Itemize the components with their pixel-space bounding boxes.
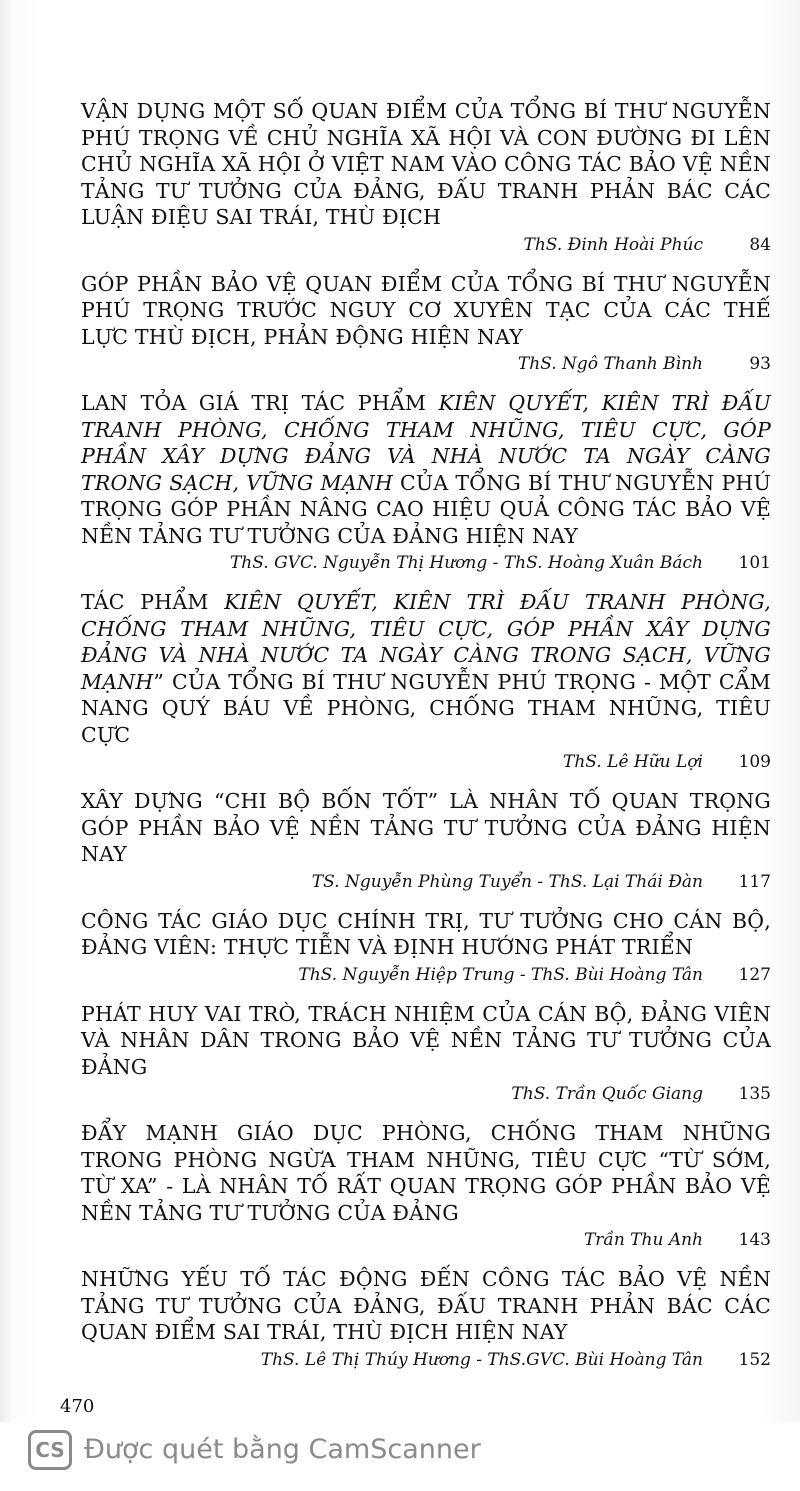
toc-entry-page: 135: [738, 1084, 771, 1104]
toc-entry: [81, 908, 771, 987]
toc-author-line: [81, 1348, 771, 1372]
toc-author-line: [81, 551, 771, 575]
toc-author-line: [81, 1082, 771, 1106]
toc-title-italic-part: KIÊN QUYẾT, KIÊN TRÌ ĐẤU TRANH PHÒNG, CHỐNG THAM NHŨNG, TIÊU CỰC, GÓP PHẦN XÂY DỰNG ĐẢNG VÀ NHÀ NƯỚC TA NGÀY CÀNG TRONG SẠCH, VỮNG MẠNH: [81, 391, 771, 495]
toc-entry-title: [81, 788, 771, 868]
toc-author-line: [81, 352, 771, 376]
toc-entry-author: Trần Thu Anh: [583, 1230, 703, 1250]
toc-title-part: GÓP PHẦN BẢO VỆ QUAN ĐIỂM CỦA TỔNG BÍ THƯ NGUYỄN PHÚ TRỌNG TRƯỚC NGUY CƠ XUYÊN TẠC CỦA CÁC THẾ LỰC THÙ ĐỊCH, PHẢN ĐỘNG HIỆN NAY: [81, 271, 771, 349]
toc-entry-author: ThS. Lê Thị Thúy Hương - ThS.GVC. Bùi Hoàng Tân: [260, 1349, 703, 1370]
toc-entry: [81, 98, 771, 257]
toc-entry: [81, 1001, 771, 1107]
toc-title-part: NHỮNG YẾU TỐ TÁC ĐỘNG ĐẾN CÔNG TÁC BẢO VỆ NỀN TẢNG TƯ TƯỞNG CỦA ĐẢNG, ĐẤU TRANH PHẢN BÁC CÁC QUAN ĐIỂM SAI TRÁI, THÙ ĐỊCH HIỆN NAY: [81, 1267, 771, 1344]
toc-title-part: XÂY DỰNG “CHI BỘ BỐN TỐT” LÀ NHÂN TỐ QUAN TRỌNG GÓP PHẦN BẢO VỆ NỀN TẢNG TƯ TƯỞNG CỦA ĐẢNG HIỆN NAY: [81, 789, 771, 866]
watermark-text: Được quét bằng CamScanner: [84, 1434, 481, 1465]
toc-entry-title: [81, 908, 771, 961]
toc-entry-title: [81, 390, 771, 549]
toc-entry-author: ThS. Ngô Thanh Bình: [517, 354, 703, 374]
toc-title-part: VẬN DỤNG MỘT SỐ QUAN ĐIỂM CỦA TỔNG BÍ THƯ NGUYỄN PHÚ TRỌNG VỀ CHỦ NGHĨA XÃ HỘI VÀ CON ĐƯỜNG ĐI LÊN CHỦ NGHĨA XÃ HỘI Ở VIỆT NAM VÀO CÔNG TÁC BẢO VỆ NỀN TẢNG TƯ TƯỞNG CỦA ĐẢNG, ĐẤU TRANH PHẢN BÁC CÁC LUẬN ĐIỆU SAI TRÁI, THÙ ĐỊCH: [81, 99, 772, 229]
toc-entry: [81, 589, 771, 774]
scanner-watermark: [0, 1422, 800, 1491]
page-number: 470: [60, 1396, 95, 1417]
table-of-contents: [81, 98, 771, 1386]
toc-author-line: [81, 963, 771, 987]
toc-entry: [81, 1120, 771, 1252]
toc-entry-title: [81, 589, 771, 748]
toc-entry-page: 109: [738, 752, 771, 772]
toc-title-part: ” CỦA TỔNG BÍ THƯ NGUYỄN PHÚ TRỌNG - MỘT CẨM NANG QUÝ BÁU VỀ PHÒNG, CHỐNG THAM NHŨNG, TIÊU CỰC: [81, 669, 771, 747]
toc-entry-author: ThS. GVC. Nguyễn Thị Hương - ThS. Hoàng Xuân Bách: [229, 553, 703, 573]
toc-entry: [81, 788, 771, 894]
toc-entry: [81, 271, 771, 377]
toc-entry: [81, 1266, 771, 1372]
toc-entry-author: ThS. Nguyễn Hiệp Trung - ThS. Bùi Hoàng Tân: [298, 964, 703, 985]
toc-entry-page: 127: [738, 964, 771, 985]
toc-entry-author: ThS. Trần Quốc Giang: [511, 1084, 703, 1104]
toc-entry-title: [81, 98, 771, 231]
toc-title-part: LAN TỎA GIÁ TRỊ TÁC PHẨM: [81, 391, 439, 415]
toc-entry-page: 84: [749, 234, 771, 255]
toc-entry-title: [81, 271, 771, 351]
toc-entry-author: TS. Nguyễn Phùng Tuyển - ThS. Lại Thái Đàn: [311, 871, 703, 892]
toc-author-line: [81, 750, 771, 774]
toc-entry-author: ThS. Đinh Hoài Phúc: [523, 234, 703, 255]
toc-entry: [81, 390, 771, 575]
toc-author-line: [81, 233, 771, 257]
toc-title-part: CỦA TỔNG BÍ THƯ NGUYỄN PHÚ TRỌNG GÓP PHẦN NÂNG CAO HIỆU QUẢ CÔNG TÁC BẢO VỆ NỀN TẢNG TƯ TƯỞNG CỦA ĐẢNG HIỆN NAY: [81, 470, 771, 548]
toc-entry-page: 101: [738, 553, 771, 573]
toc-entry-title: [81, 1001, 771, 1081]
toc-title-part: PHÁT HUY VAI TRÒ, TRÁCH NHIỆM CỦA CÁN BỘ, ĐẢNG VIÊN VÀ NHÂN DÂN TRONG BẢO VỆ NỀN TẢNG TƯ TƯỞNG CỦA ĐẢNG: [81, 1001, 771, 1079]
toc-title-part: CÔNG TÁC GIÁO DỤC CHÍNH TRỊ, TƯ TƯỞNG CHO CÁN BỘ, ĐẢNG VIÊN: THỰC TIỄN VÀ ĐỊNH HƯỚNG PHÁT TRIỂN: [81, 908, 771, 959]
camscanner-logo-icon: CS: [28, 1430, 72, 1470]
toc-entry-page: 93: [749, 354, 771, 374]
toc-entry-page: 117: [738, 871, 771, 892]
toc-entry-title: [81, 1120, 771, 1226]
toc-author-line: [81, 870, 771, 894]
toc-author-line: [81, 1228, 771, 1252]
toc-entry-title: [81, 1266, 771, 1346]
toc-title-part: ĐẨY MẠNH GIÁO DỤC PHÒNG, CHỐNG THAM NHŨNG TRONG PHÒNG NGỪA THAM NHŨNG, TIÊU CỰC “TỪ SỚM, TỪ XA” - LÀ NHÂN TỐ RẤT QUAN TRỌNG GÓP PHẦN BẢO VỆ NỀN TẢNG TƯ TƯỞNG CỦA ĐẢNG: [81, 1121, 771, 1225]
toc-entry-page: 152: [738, 1349, 771, 1370]
toc-title-part: TÁC PHẨM: [81, 590, 225, 614]
toc-entry-author: ThS. Lê Hữu Lợi: [563, 752, 703, 772]
toc-entry-page: 143: [738, 1230, 771, 1250]
toc-title-italic-part: KIÊN QUYẾT, KIÊN TRÌ ĐẤU TRANH PHÒNG, CHỐNG THAM NHŨNG, TIÊU CỰC, GÓP PHẦN XÂY DỰNG ĐẢNG VÀ NHÀ NƯỚC TA NGÀY CÀNG TRONG SẠCH, VỮNG MẠNH: [81, 590, 771, 694]
